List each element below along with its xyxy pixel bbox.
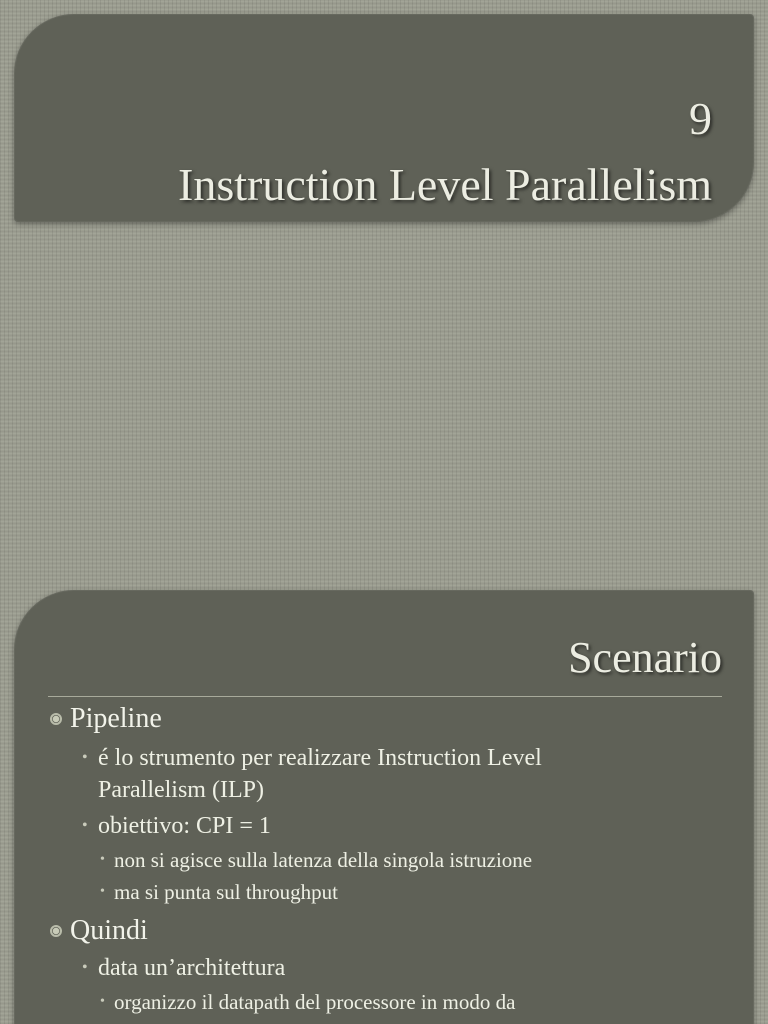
- sub-sub-bullet-item: [48, 876, 728, 908]
- sub-sub-bullet-item: [48, 986, 728, 1018]
- dot-bullet-icon: •: [82, 959, 88, 976]
- bullet-text: Pipeline: [70, 703, 162, 734]
- title-divider: [48, 696, 722, 697]
- dot-bullet-icon: •: [82, 817, 88, 834]
- section-title: Scenario: [568, 633, 722, 682]
- sub-bullet-item: [48, 952, 728, 984]
- circle-bullet-icon: [50, 925, 62, 937]
- sub-bullet-item: [48, 810, 728, 842]
- sub-sub-bullet-text: organizzo il datapath del processore in modo da: [114, 990, 516, 1014]
- sub-sub-bullet-text: ma si punta sul throughput: [114, 880, 338, 904]
- bullet-item: [48, 912, 728, 950]
- bullet-text: Quindi: [70, 915, 148, 946]
- sub-bullet-text: é lo strumento per realizzare Instruction Level: [98, 745, 542, 771]
- sub-bullet-text: data un’architettura: [98, 955, 286, 981]
- sub-sub-bullet-text: non si agisce sulla latenza della singola istruzione: [114, 848, 533, 872]
- dot-bullet-icon: •: [82, 749, 88, 766]
- slide-number: 9: [689, 93, 712, 144]
- dot-bullet-icon: •: [100, 884, 105, 899]
- sub-bullet-text: obiettivo: CPI = 1: [98, 813, 271, 839]
- bullet-item: [48, 700, 728, 738]
- slide-title: Instruction Level Parallelism: [178, 159, 712, 210]
- sub-sub-bullet-item: [48, 844, 728, 876]
- dot-bullet-icon: •: [100, 994, 105, 1009]
- sub-bullet-item: [48, 742, 728, 806]
- circle-bullet-icon: [50, 713, 62, 725]
- sub-bullet-text-continuation: Parallelism (ILP): [98, 777, 264, 803]
- dot-bullet-icon: •: [100, 852, 105, 867]
- bullet-list: [48, 700, 728, 1018]
